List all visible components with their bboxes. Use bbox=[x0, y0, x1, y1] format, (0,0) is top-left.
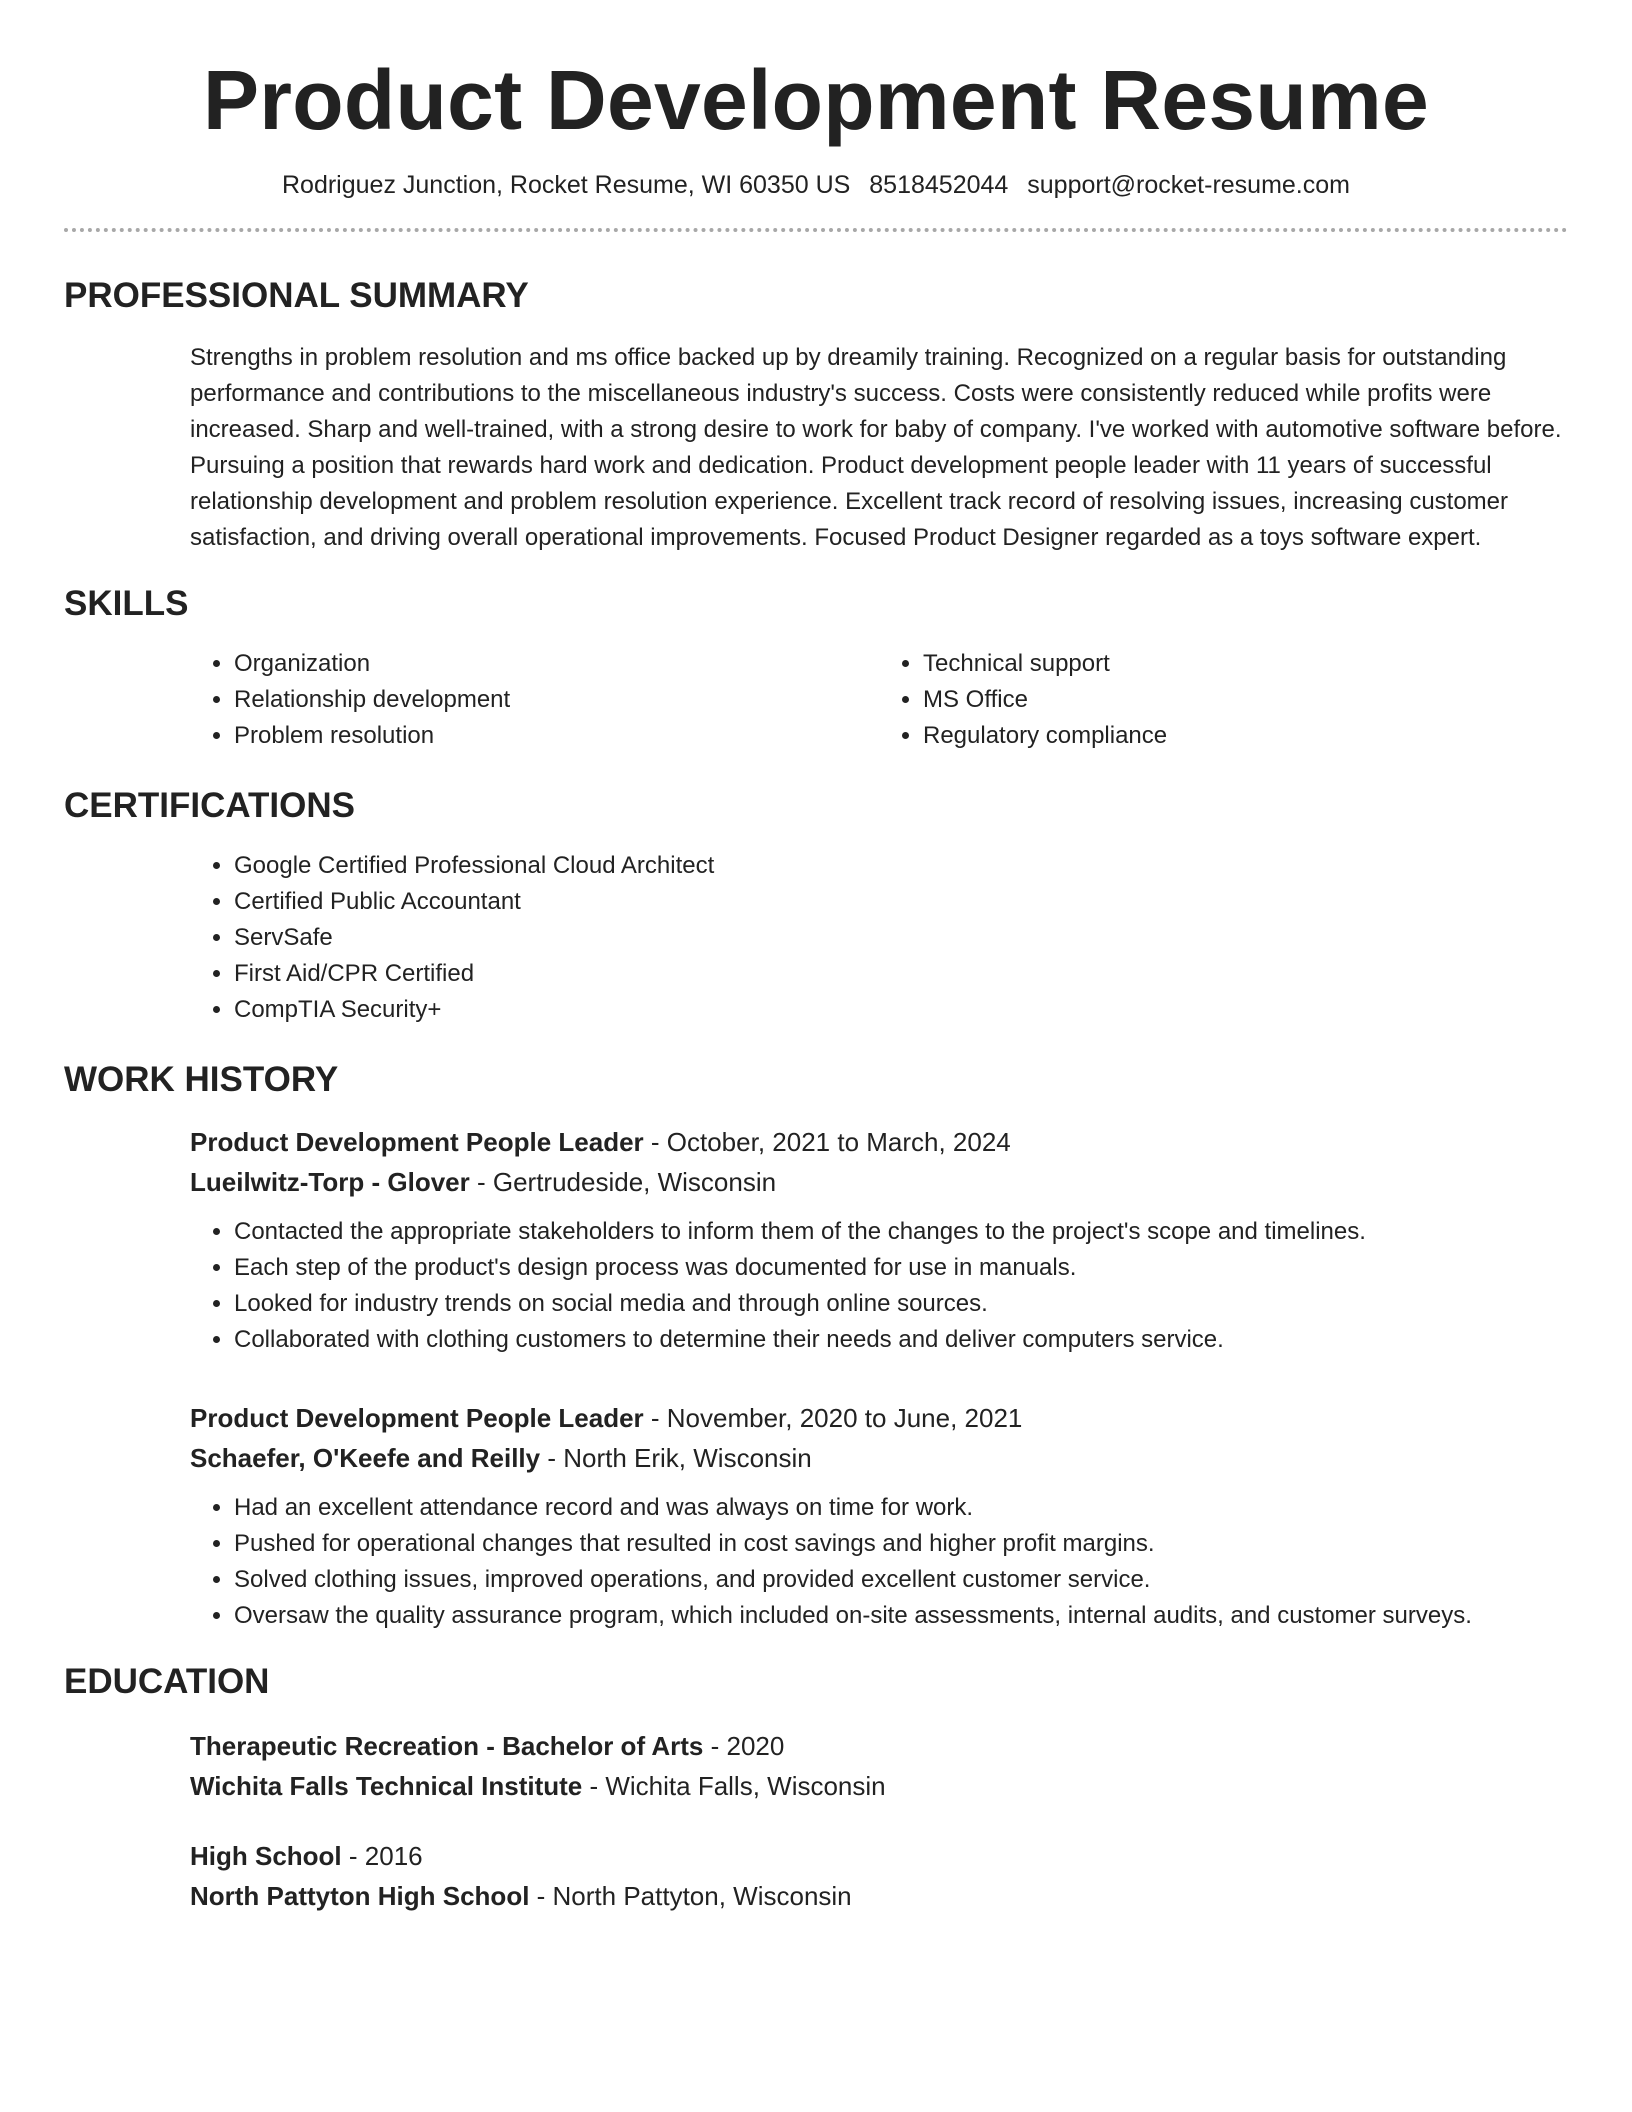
work-history-heading: WORK HISTORY bbox=[64, 1059, 339, 1099]
certifications-list bbox=[190, 848, 1568, 1028]
job-entry bbox=[190, 1122, 1568, 1358]
summary-heading: PROFESSIONAL SUMMARY bbox=[64, 275, 529, 315]
certification-item: • Certified Public Accountant bbox=[234, 884, 1568, 920]
skills-list-left bbox=[190, 646, 879, 754]
skill-item: • Organization bbox=[234, 646, 879, 682]
education-entry bbox=[190, 1726, 1568, 1806]
job-bullet-list bbox=[190, 1490, 1568, 1634]
job-title: Product Development People Leader bbox=[190, 1402, 644, 1433]
summary-text: Strengths in problem resolution and ms office backed up by dreamily training. Recognized on a regular basis for outstanding performance and contributions to the miscellaneous industry's success. Costs were consistently reduced while profits were increased. Sharp and well-trained, with a strong desire to work for baby of company. I've worked with automotive software before. Pursuing a position that rewards hard work and dedication. Product development people leader with 11 years of successful relationship development and problem resolution experience. Excellent track record of resolving issues, increasing customer satisfaction, and driving overall operational improvements. Focused Product Designer regarded as a toys software expert. bbox=[190, 343, 1562, 551]
skill-item: • Problem resolution bbox=[234, 718, 879, 754]
job-bullet: • Looked for industry trends on social media and through online sources. bbox=[234, 1286, 1568, 1322]
certification-item: • CompTIA Security+ bbox=[234, 992, 1568, 1028]
education-entry bbox=[190, 1836, 1568, 1916]
job-bullet-list bbox=[190, 1214, 1568, 1358]
education-location: - Wichita Falls, Wisconsin bbox=[582, 1770, 886, 1801]
education-degree: High School bbox=[190, 1840, 342, 1871]
job-company: Schaefer, O'Keefe and Reilly bbox=[190, 1442, 541, 1473]
certification-item: • First Aid/CPR Certified bbox=[234, 956, 1568, 992]
job-dates: - October, 2021 to March, 2024 bbox=[643, 1126, 1011, 1157]
skill-item: • MS Office bbox=[923, 682, 1568, 718]
skill-item: • Technical support bbox=[923, 646, 1568, 682]
certifications-heading: CERTIFICATIONS bbox=[64, 785, 356, 825]
job-bullet: • Pushed for operational changes that resulted in cost savings and higher profit margins. bbox=[234, 1526, 1568, 1562]
education-school-line bbox=[190, 1876, 1568, 1916]
work-history-section bbox=[190, 1122, 1568, 1634]
job-bullet: • Oversaw the quality assurance program, which included on-site assessments, internal audits, and customer surveys. bbox=[234, 1598, 1568, 1634]
skill-item: • Relationship development bbox=[234, 682, 879, 718]
education-school-line bbox=[190, 1766, 1568, 1806]
contact-line bbox=[64, 171, 1568, 200]
resume-title: Product Development Resume bbox=[202, 53, 1430, 147]
job-bullet: • Had an excellent attendance record and was always on time for work. bbox=[234, 1490, 1568, 1526]
contact-email: support@rocket-resume.com bbox=[1027, 170, 1350, 199]
education-year: - 2020 bbox=[703, 1730, 785, 1761]
job-title-line bbox=[190, 1122, 1568, 1162]
job-bullet: • Solved clothing issues, improved operations, and provided excellent customer service. bbox=[234, 1562, 1568, 1598]
certification-item: • Google Certified Professional Cloud Architect bbox=[234, 848, 1568, 884]
job-entry bbox=[190, 1398, 1568, 1634]
skills-list-right bbox=[879, 646, 1568, 754]
job-company: Lueilwitz-Torp - Glover bbox=[190, 1166, 470, 1197]
education-degree-line bbox=[190, 1836, 1568, 1876]
skills-grid bbox=[190, 646, 1568, 754]
job-title-line bbox=[190, 1398, 1568, 1438]
education-location: - North Pattyton, Wisconsin bbox=[529, 1880, 852, 1911]
job-company-line bbox=[190, 1162, 1568, 1202]
skill-item: • Regulatory compliance bbox=[923, 718, 1568, 754]
education-heading: EDUCATION bbox=[64, 1661, 270, 1701]
certifications-section bbox=[190, 848, 1568, 1028]
job-dates: - November, 2020 to June, 2021 bbox=[643, 1402, 1023, 1433]
education-year: - 2016 bbox=[341, 1840, 423, 1871]
skills-heading: SKILLS bbox=[64, 583, 189, 623]
education-degree-line bbox=[190, 1726, 1568, 1766]
job-company-line bbox=[190, 1438, 1568, 1478]
education-section bbox=[190, 1726, 1568, 1916]
education-degree: Therapeutic Recreation - Bachelor of Arts bbox=[190, 1730, 704, 1761]
job-bullet: • Collaborated with clothing customers to determine their needs and deliver computers service. bbox=[234, 1322, 1568, 1358]
certification-item: • ServSafe bbox=[234, 920, 1568, 956]
skills-section bbox=[190, 646, 1568, 754]
job-title: Product Development People Leader bbox=[190, 1126, 644, 1157]
contact-phone: 8518452044 bbox=[869, 170, 1009, 199]
education-school: Wichita Falls Technical Institute bbox=[190, 1770, 583, 1801]
job-location: - Gertrudeside, Wisconsin bbox=[469, 1166, 777, 1197]
contact-address: Rodriguez Junction, Rocket Resume, WI 60350 US bbox=[282, 170, 851, 199]
header-divider bbox=[64, 228, 1568, 232]
job-location: - North Erik, Wisconsin bbox=[540, 1442, 812, 1473]
education-school: North Pattyton High School bbox=[190, 1880, 530, 1911]
job-bullet: • Contacted the appropriate stakeholders to inform them of the changes to the project's scope and timelines. bbox=[234, 1214, 1568, 1250]
job-bullet: • Each step of the product's design process was documented for use in manuals. bbox=[234, 1250, 1568, 1286]
